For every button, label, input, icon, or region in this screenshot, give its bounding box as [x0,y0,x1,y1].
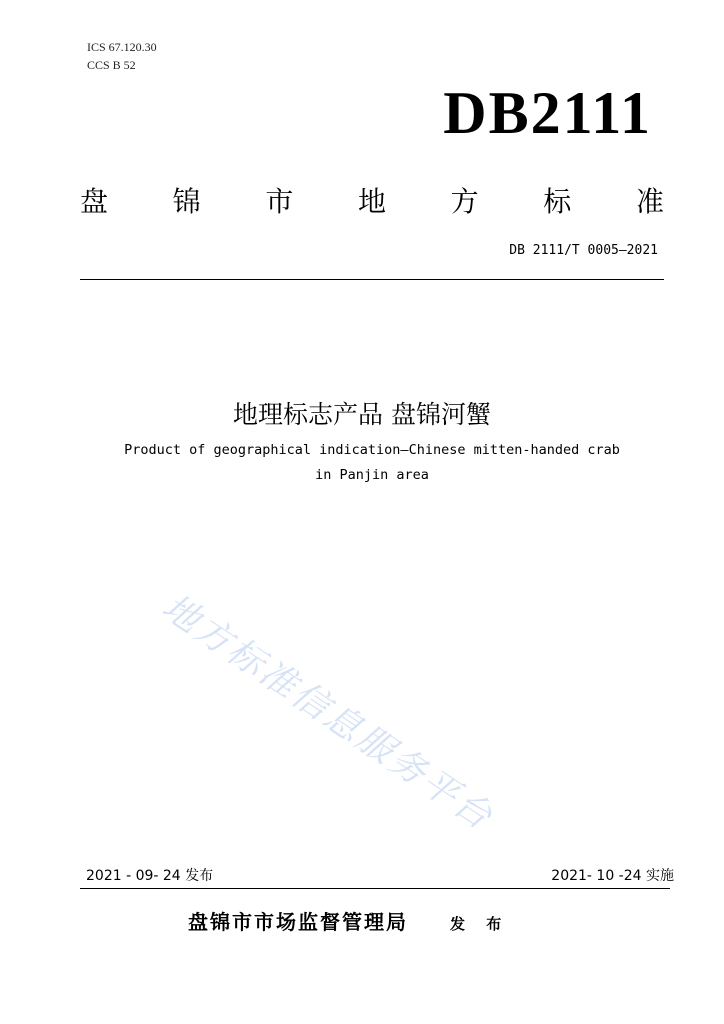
standard-type-char: 盘 [80,185,109,218]
title-english-line2: in Panjin area [315,467,429,483]
header-divider [80,279,664,280]
ics-code: ICS 67.120.30 [87,40,157,54]
publisher-name: 盘锦市市场监督管理局 [188,910,408,934]
standard-number: DB 2111/T 0005—2021 [509,243,658,258]
footer-divider [80,888,670,889]
standard-type-char: 方 [450,185,479,218]
ccs-code: CCS B 52 [87,58,136,72]
publish-label: 发 布 [450,915,510,933]
issue-date: 2021 - 09- 24 发布 [86,868,214,884]
classification-codes [87,38,157,74]
title-chinese: 地理标志产品 盘锦河蟹 [233,400,491,429]
standard-type-char: 市 [265,185,294,218]
standard-type-char: 标 [543,185,572,218]
title-english [90,438,654,488]
standard-type [80,184,664,220]
implementation-date: 2021- 10 -24 实施 [551,868,674,884]
db-code: DB2111 [443,80,652,146]
standard-type-char: 地 [357,185,386,218]
standard-type-char: 准 [635,185,664,218]
title-english-line1: Product of geographical indication—Chinese mitten-handed crab [124,442,620,458]
standard-type-char: 锦 [172,185,201,218]
watermark: 地方标准信息服务平台 [154,586,501,839]
publisher-line [188,908,509,938]
